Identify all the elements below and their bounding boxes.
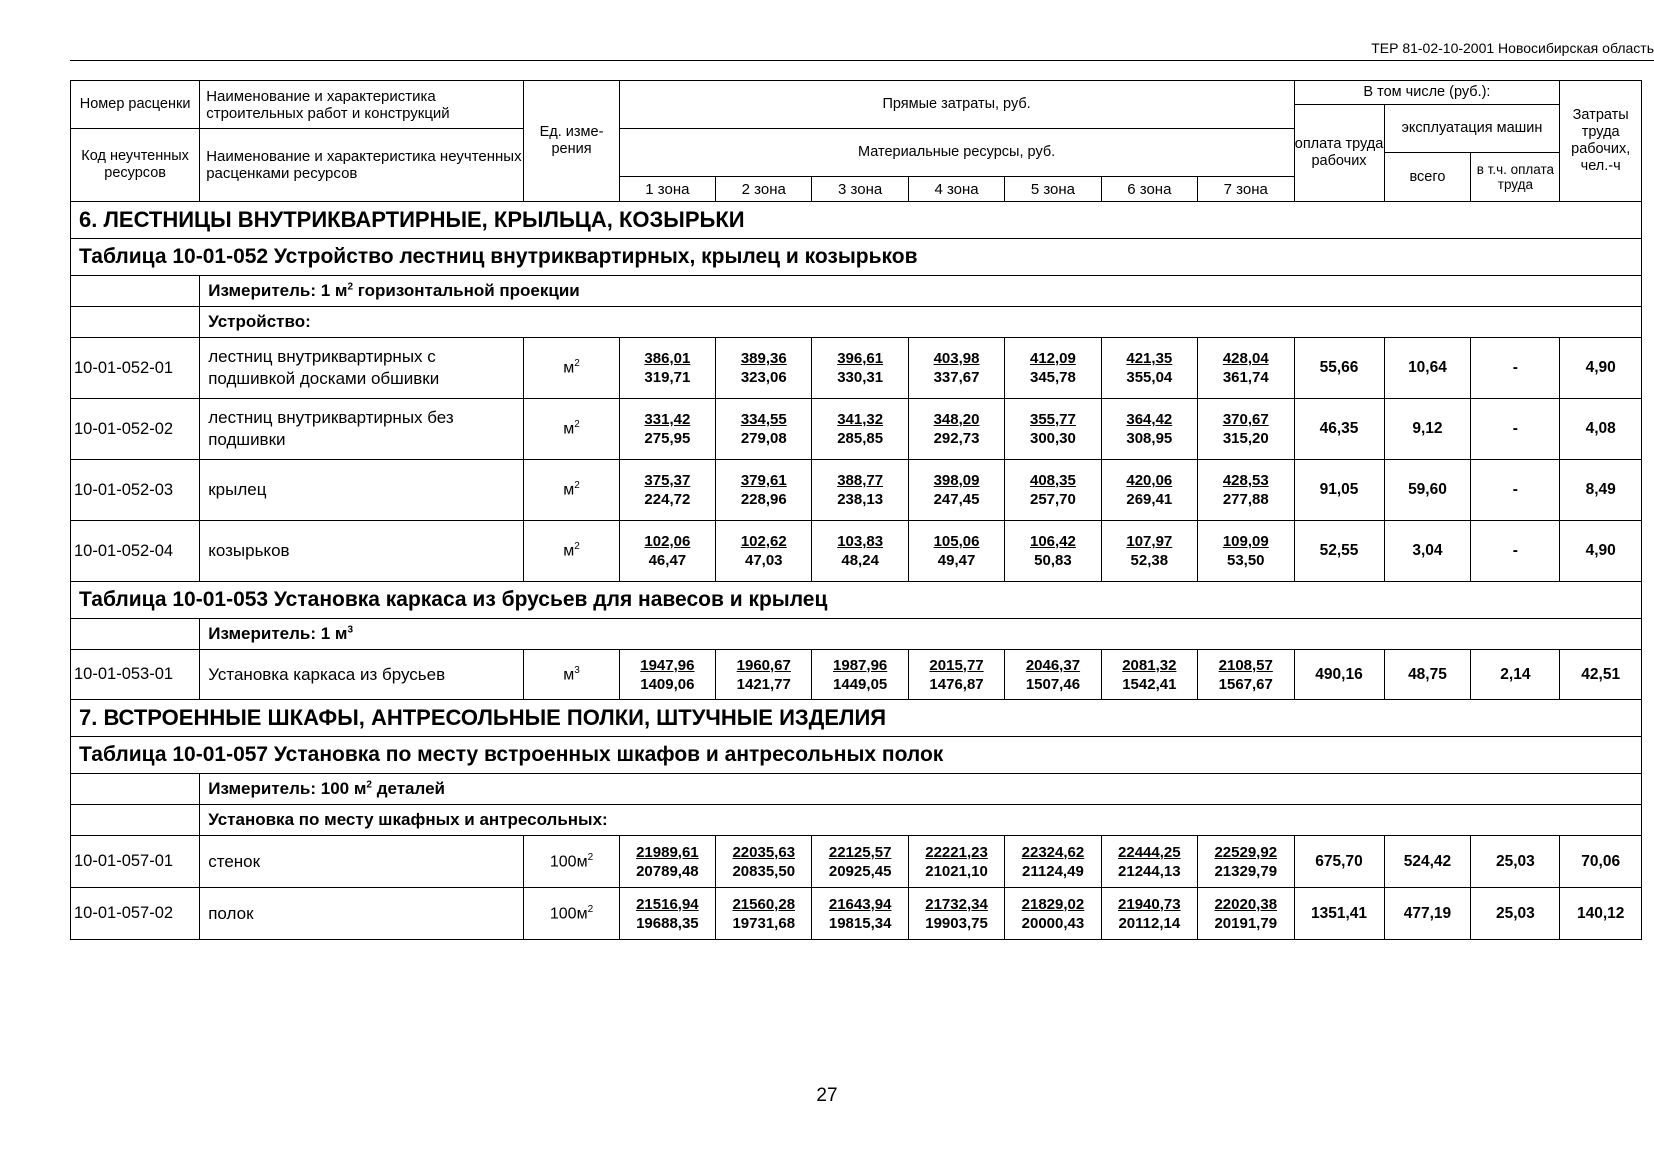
material-cost: 1476,87	[929, 675, 984, 693]
material-cost: 224,72	[644, 491, 691, 508]
material-cost: 50,83	[1034, 552, 1072, 569]
zone-value-cell	[1005, 836, 1101, 888]
direct-cost: 21940,73	[1118, 895, 1181, 913]
direct-cost: 379,61	[740, 472, 787, 489]
unit-text: 100м	[549, 905, 588, 923]
table-title: Таблица 10-01-053 Установка каркаса из брусьев для навесов и крылец	[71, 582, 1642, 619]
labor-value: 140,12	[1560, 888, 1642, 940]
direct-cost: 331,42	[644, 411, 691, 428]
zone-value-cell	[1101, 399, 1197, 460]
direct-cost: 102,06	[644, 533, 691, 550]
direct-cost: 2108,57	[1218, 656, 1273, 674]
material-cost: 21329,79	[1214, 862, 1278, 880]
unit-superscript: 2	[587, 851, 594, 863]
wages-value: 91,05	[1294, 460, 1384, 521]
direct-cost: 408,35	[1029, 472, 1076, 489]
direct-cost: 364,42	[1126, 411, 1173, 428]
work-name: Установка каркаса из брусьев	[200, 650, 524, 700]
work-name: полок	[200, 888, 524, 940]
direct-cost: 334,55	[740, 411, 787, 428]
machines-wages-value: 25,03	[1471, 888, 1560, 940]
zone-header: 3 зона	[812, 177, 908, 202]
direct-cost: 21516,94	[636, 895, 699, 913]
zone-value-cell	[716, 650, 812, 700]
zone-value-cell	[1198, 460, 1294, 521]
zone-value-cell	[812, 521, 908, 582]
direct-cost: 2015,77	[929, 656, 984, 674]
zone-value-cell	[1101, 521, 1197, 582]
table-title-row	[71, 737, 1642, 774]
zone-value-cell	[716, 338, 812, 399]
zone-value-cell	[1198, 338, 1294, 399]
machines-wages-value: -	[1471, 460, 1560, 521]
zone-value-cell	[1198, 650, 1294, 700]
material-cost: 319,71	[644, 369, 691, 386]
empty-cell	[71, 619, 200, 650]
measure-row	[71, 774, 1642, 805]
rate-code: 10-01-057-01	[71, 836, 200, 888]
machines-value: 3,04	[1384, 521, 1471, 582]
zone-value-cell	[812, 338, 908, 399]
table-row	[71, 399, 1642, 460]
direct-cost: 396,61	[837, 350, 884, 367]
zone-value-cell	[619, 836, 715, 888]
unit-cell	[524, 650, 619, 700]
measure-text	[200, 276, 1642, 307]
unit-text: м	[563, 420, 575, 438]
zone-value-cell	[619, 399, 715, 460]
wages-value: 675,70	[1294, 836, 1384, 888]
zone-value-cell	[1005, 650, 1101, 700]
material-cost: 1507,46	[1025, 675, 1081, 693]
labor-value: 4,90	[1560, 521, 1642, 582]
col-header-unit: Ед. изме-рения	[524, 81, 619, 202]
direct-cost: 428,53	[1222, 472, 1269, 489]
col-header-total: всего	[1384, 153, 1471, 202]
zone-value-cell	[619, 650, 715, 700]
zone-value-cell	[1101, 888, 1197, 940]
table-row	[71, 338, 1642, 399]
unit-superscript: 2	[574, 419, 580, 431]
material-cost: 20835,50	[732, 862, 796, 880]
direct-cost: 105,06	[933, 533, 980, 550]
material-cost: 330,31	[837, 369, 884, 386]
zone-value-cell	[1005, 521, 1101, 582]
unit-cell	[524, 338, 619, 399]
material-cost: 279,08	[740, 430, 787, 447]
zone-value-cell	[908, 650, 1004, 700]
section-row	[71, 700, 1642, 737]
zone-value-cell	[812, 460, 908, 521]
machines-value: 10,64	[1384, 338, 1471, 399]
subhead-text: Устройство:	[200, 307, 1642, 338]
empty-cell	[71, 774, 200, 805]
section-title: 7. ВСТРОЕННЫЕ ШКАФЫ, АНТРЕСОЛЬНЫЕ ПОЛКИ, ШТУЧНЫЕ ИЗДЕЛИЯ	[71, 700, 1642, 737]
direct-cost: 21732,34	[925, 895, 988, 913]
material-cost: 1421,77	[736, 675, 791, 693]
direct-cost: 389,36	[740, 350, 787, 367]
empty-cell	[71, 307, 200, 338]
zone-value-cell	[716, 521, 812, 582]
rate-code: 10-01-052-01	[71, 338, 200, 399]
direct-cost: 386,01	[644, 350, 691, 367]
direct-cost: 403,98	[933, 350, 980, 367]
direct-cost: 22221,23	[925, 843, 988, 861]
measure-prefix: Измеритель: 1 м	[208, 624, 348, 643]
table-title: Таблица 10-01-052 Устройство лестниц внутриквартирных, крылец и козырьков	[71, 239, 1642, 276]
header-rule	[70, 60, 1654, 61]
material-cost: 247,45	[933, 491, 980, 508]
material-cost: 275,95	[644, 430, 691, 447]
material-cost: 21244,13	[1118, 862, 1181, 880]
zone-value-cell	[812, 836, 908, 888]
page-number: 27	[816, 1085, 838, 1106]
material-cost: 337,67	[933, 369, 980, 386]
zone-value-cell	[1005, 338, 1101, 399]
measure-superscript: 2	[366, 779, 372, 791]
zone-value-cell	[716, 460, 812, 521]
material-cost: 355,04	[1126, 369, 1173, 386]
material-cost: 228,96	[740, 491, 787, 508]
unit-cell	[524, 460, 619, 521]
labor-value: 4,90	[1560, 338, 1642, 399]
zone-header: 4 зона	[908, 177, 1004, 202]
direct-cost: 21829,02	[1021, 895, 1085, 913]
section-title: 6. ЛЕСТНИЦЫ ВНУТРИКВАРТИРНЫЕ, КРЫЛЬЦА, КОЗЫРЬКИ	[71, 202, 1642, 239]
direct-cost: 21989,61	[636, 843, 699, 861]
labor-value: 42,51	[1560, 650, 1642, 700]
material-cost: 20789,48	[636, 862, 699, 880]
unit-superscript: 2	[574, 541, 580, 553]
zone-value-cell	[1005, 460, 1101, 521]
table-title-row	[71, 239, 1642, 276]
zone-value-cell	[908, 460, 1004, 521]
direct-cost: 2046,37	[1025, 656, 1081, 674]
work-name: крылец	[200, 460, 524, 521]
col-header-incl: В том числе (руб.):	[1294, 81, 1560, 105]
direct-cost: 1947,96	[640, 656, 695, 674]
measure-superscript: 3	[347, 624, 354, 636]
direct-cost: 21560,28	[732, 895, 796, 913]
document-header: ТЕР 81-02-10-2001 Новосибирская область	[1371, 40, 1654, 56]
machines-value: 9,12	[1384, 399, 1471, 460]
material-cost: 361,74	[1222, 369, 1269, 386]
wages-value: 46,35	[1294, 399, 1384, 460]
direct-cost: 355,77	[1029, 411, 1076, 428]
zone-header: 2 зона	[716, 177, 812, 202]
rates-table	[70, 80, 1642, 940]
material-cost: 19903,75	[925, 914, 988, 932]
wages-value: 1351,41	[1294, 888, 1384, 940]
direct-cost: 348,20	[933, 411, 980, 428]
col-header-direct: Прямые затраты, руб.	[619, 81, 1294, 129]
measure-text	[200, 619, 1642, 650]
direct-cost: 102,62	[740, 533, 787, 550]
zone-value-cell	[908, 338, 1004, 399]
direct-cost: 1987,96	[833, 656, 888, 674]
work-name: стенок	[200, 836, 524, 888]
col-header-labor: Затраты труда рабочих, чел.-ч	[1560, 81, 1642, 202]
zone-value-cell	[1101, 650, 1197, 700]
zone-value-cell	[1101, 836, 1197, 888]
measure-prefix: Измеритель: 1 м	[208, 281, 348, 300]
machines-wages-value: -	[1471, 521, 1560, 582]
material-cost: 315,20	[1222, 430, 1269, 447]
unit-text: м	[563, 666, 575, 684]
unit-text: м	[563, 542, 575, 560]
direct-cost: 375,37	[644, 472, 691, 489]
machines-value: 477,19	[1384, 888, 1471, 940]
direct-cost: 420,06	[1126, 472, 1173, 489]
empty-cell	[71, 805, 200, 836]
table-title-row	[71, 582, 1642, 619]
material-cost: 300,30	[1029, 430, 1076, 447]
unit-cell	[524, 836, 619, 888]
zone-value-cell	[1101, 338, 1197, 399]
table-title: Таблица 10-01-057 Установка по месту встроенных шкафов и антресольных полок	[71, 737, 1642, 774]
direct-cost: 388,77	[837, 472, 884, 489]
material-cost: 1449,05	[833, 675, 888, 693]
subhead-text: Установка по месту шкафных и антресольных:	[200, 805, 1642, 836]
material-cost: 20191,79	[1214, 914, 1278, 932]
zone-value-cell	[1005, 399, 1101, 460]
zone-value-cell	[1005, 888, 1101, 940]
measure-superscript: 2	[347, 281, 354, 293]
zone-header: 6 зона	[1101, 177, 1197, 202]
measure-row	[71, 276, 1642, 307]
material-cost: 19688,35	[636, 914, 699, 932]
material-cost: 1567,67	[1218, 675, 1273, 693]
direct-cost: 106,42	[1029, 533, 1076, 550]
unit-cell	[524, 399, 619, 460]
direct-cost: 22529,92	[1214, 843, 1278, 861]
zone-value-cell	[619, 888, 715, 940]
direct-cost: 103,83	[837, 533, 884, 550]
unit-cell	[524, 888, 619, 940]
col-header-machines: эксплуатация машин	[1384, 105, 1560, 153]
zone-value-cell	[908, 521, 1004, 582]
unit-cell	[524, 521, 619, 582]
unit-superscript: 2	[587, 903, 594, 915]
rate-code: 10-01-053-01	[71, 650, 200, 700]
zone-value-cell	[908, 888, 1004, 940]
measure-suffix: деталей	[371, 779, 445, 798]
col-header-num: Номер расценки	[71, 81, 200, 129]
material-cost: 1409,06	[640, 675, 695, 693]
work-name: лестниц внутриквартирных без подшивки	[200, 399, 524, 460]
material-cost: 47,03	[744, 552, 783, 569]
direct-cost: 370,67	[1222, 411, 1269, 428]
subhead-row	[71, 307, 1642, 338]
direct-cost: 109,09	[1222, 533, 1269, 550]
machines-wages-value: 2,14	[1471, 650, 1560, 700]
unit-text: м	[563, 481, 575, 499]
material-cost: 21124,49	[1022, 862, 1084, 880]
zone-value-cell	[619, 521, 715, 582]
material-cost: 20112,14	[1118, 914, 1181, 932]
material-cost: 21021,10	[925, 862, 988, 880]
direct-cost: 107,97	[1126, 533, 1173, 550]
unit-superscript: 2	[574, 358, 580, 370]
material-cost: 53,50	[1226, 552, 1265, 569]
material-cost: 1542,41	[1122, 675, 1177, 693]
measure-text	[200, 774, 1642, 805]
direct-cost: 22020,38	[1214, 895, 1278, 913]
col-header-materials: Материальные ресурсы, руб.	[619, 129, 1294, 177]
measure-prefix: Измеритель: 100 м	[208, 779, 367, 798]
col-header-name-resources: Наименование и характеристика неучтенных расценками ресурсов	[200, 129, 524, 202]
col-header-code: Код неучтенных ресурсов	[71, 129, 200, 202]
zone-value-cell	[1101, 460, 1197, 521]
machines-wages-value: 25,03	[1471, 836, 1560, 888]
zone-header: 1 зона	[619, 177, 715, 202]
material-cost: 269,41	[1126, 491, 1173, 508]
material-cost: 20925,45	[828, 862, 892, 880]
machines-wages-value: -	[1471, 338, 1560, 399]
material-cost: 323,06	[740, 369, 787, 386]
col-header-incl-wages: в т.ч. оплата труда	[1471, 153, 1560, 202]
direct-cost: 1960,67	[736, 656, 791, 674]
work-name: лестниц внутриквартирных с подшивкой досками обшивки	[200, 338, 524, 399]
labor-value: 4,08	[1560, 399, 1642, 460]
table-row	[71, 650, 1642, 700]
direct-cost: 22125,57	[828, 843, 892, 861]
material-cost: 285,85	[837, 430, 884, 447]
material-cost: 345,78	[1029, 369, 1076, 386]
rate-code: 10-01-057-02	[71, 888, 200, 940]
zone-header: 7 зона	[1198, 177, 1294, 202]
zone-value-cell	[908, 836, 1004, 888]
table-row	[71, 521, 1642, 582]
zone-value-cell	[716, 888, 812, 940]
col-header-name: Наименование и характеристика строительных работ и конструкций	[200, 81, 524, 129]
machines-value: 59,60	[1384, 460, 1471, 521]
rate-code: 10-01-052-02	[71, 399, 200, 460]
material-cost: 292,73	[933, 430, 980, 447]
unit-text: м	[563, 359, 575, 377]
zone-value-cell	[1198, 836, 1294, 888]
zone-value-cell	[812, 888, 908, 940]
wages-value: 490,16	[1294, 650, 1384, 700]
direct-cost: 428,04	[1222, 350, 1269, 367]
wages-value: 55,66	[1294, 338, 1384, 399]
material-cost: 52,38	[1130, 552, 1169, 569]
machines-value: 524,42	[1384, 836, 1471, 888]
table-row	[71, 888, 1642, 940]
direct-cost: 21643,94	[828, 895, 892, 913]
material-cost: 49,47	[937, 552, 976, 569]
zone-value-cell	[716, 399, 812, 460]
wages-value: 52,55	[1294, 521, 1384, 582]
direct-cost: 421,35	[1126, 350, 1173, 367]
zone-value-cell	[619, 460, 715, 521]
zone-header: 5 зона	[1005, 177, 1101, 202]
col-header-wages: оплата труда рабочих	[1294, 105, 1384, 202]
material-cost: 20000,43	[1021, 914, 1085, 932]
zone-value-cell	[1198, 521, 1294, 582]
direct-cost: 22035,63	[732, 843, 796, 861]
direct-cost: 341,32	[837, 411, 884, 428]
material-cost: 277,88	[1222, 491, 1269, 508]
zone-value-cell	[1198, 888, 1294, 940]
material-cost: 238,13	[837, 491, 884, 508]
zone-value-cell	[812, 399, 908, 460]
zone-value-cell	[619, 338, 715, 399]
unit-superscript: 2	[574, 480, 580, 492]
section-row	[71, 202, 1642, 239]
table-row	[71, 836, 1642, 888]
subhead-row	[71, 805, 1642, 836]
material-cost: 48,24	[841, 552, 879, 569]
rate-code: 10-01-052-03	[71, 460, 200, 521]
machines-value: 48,75	[1384, 650, 1471, 700]
material-cost: 308,95	[1126, 430, 1173, 447]
direct-cost: 412,09	[1029, 350, 1076, 367]
rate-code: 10-01-052-04	[71, 521, 200, 582]
empty-cell	[71, 276, 200, 307]
unit-text: 100м	[549, 853, 588, 871]
work-name: козырьков	[200, 521, 524, 582]
zone-value-cell	[716, 836, 812, 888]
table-row	[71, 460, 1642, 521]
direct-cost: 22324,62	[1021, 843, 1085, 861]
material-cost: 19731,68	[732, 914, 796, 932]
labor-value: 8,49	[1560, 460, 1642, 521]
zone-value-cell	[812, 650, 908, 700]
material-cost: 257,70	[1029, 491, 1076, 508]
unit-superscript: 3	[574, 664, 580, 676]
direct-cost: 22444,25	[1118, 843, 1181, 861]
material-cost: 19815,34	[828, 914, 892, 932]
zone-value-cell	[1198, 399, 1294, 460]
machines-wages-value: -	[1471, 399, 1560, 460]
labor-value: 70,06	[1560, 836, 1642, 888]
measure-suffix: горизонтальной проекции	[353, 281, 580, 300]
material-cost: 46,47	[648, 552, 687, 569]
direct-cost: 398,09	[933, 472, 980, 489]
direct-cost: 2081,32	[1122, 656, 1177, 674]
zone-value-cell	[908, 399, 1004, 460]
measure-row	[71, 619, 1642, 650]
